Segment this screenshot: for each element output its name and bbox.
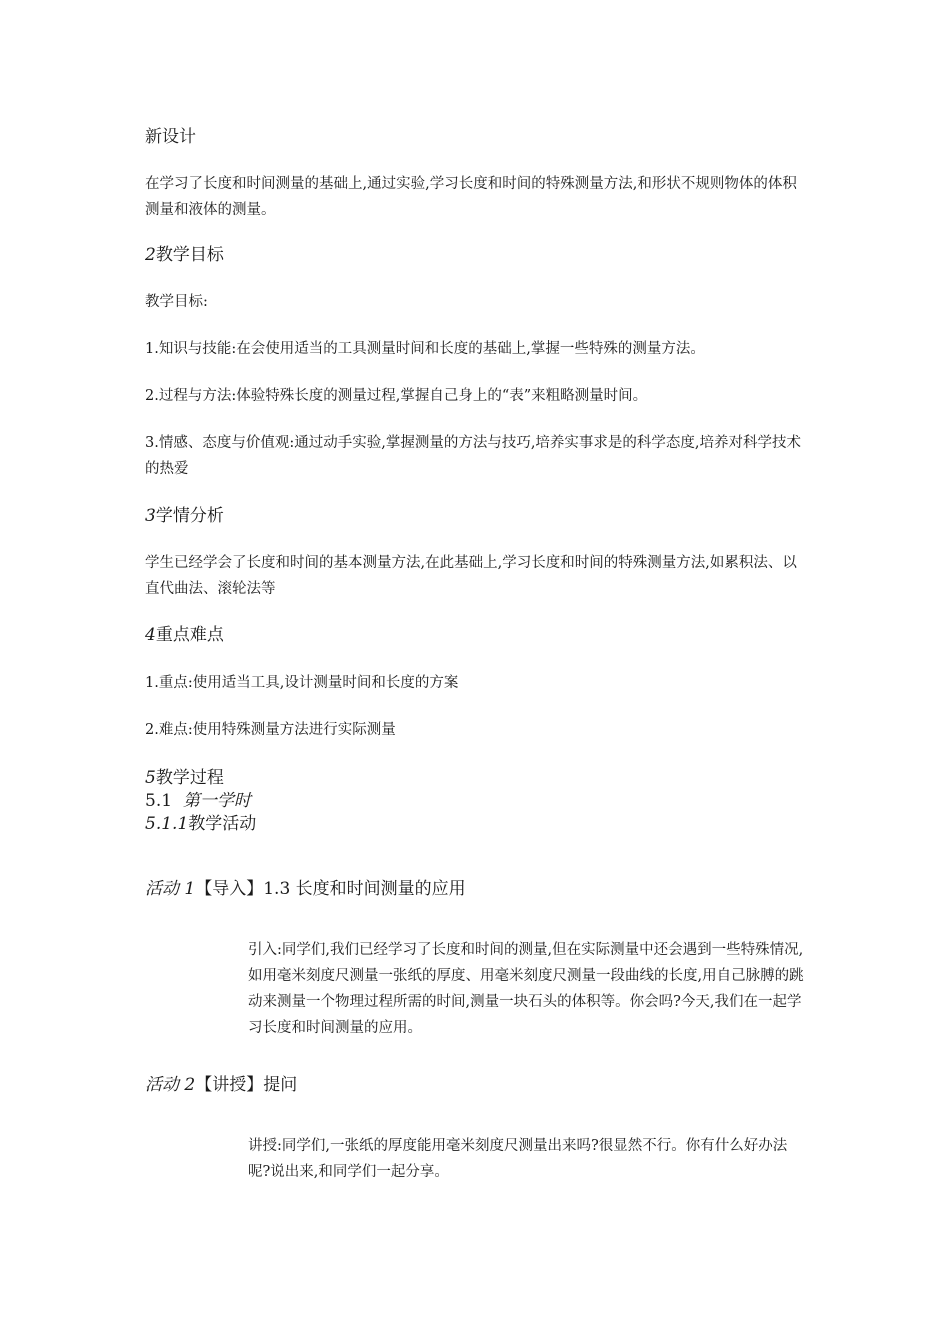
section-heading-process-group <box>145 767 810 836</box>
section-number: 5 <box>145 768 156 788</box>
activity-title: 1.3 长度和时间测量的应用 <box>263 879 466 899</box>
section-heading-objectives <box>145 244 810 266</box>
activity-title: 提问 <box>263 1075 298 1095</box>
section-label: 重点难点 <box>155 625 224 645</box>
activity-label: 活动 1 <box>145 879 196 899</box>
keypoint-item-1: 1.重点:使用适当工具,设计测量时间和长度的方案 <box>145 675 459 691</box>
objective-item-2: 2.过程与方法:体验特殊长度的测量过程,掌握自己身上的“表”来粗略测量时间。 <box>145 388 648 404</box>
objectives-label: 教学目标: <box>145 294 208 310</box>
analysis-paragraph: 学生已经学会了长度和时间的基本测量方法,在此基础上,学习长度和时间的特殊测量方法,如累积法、以直代曲法、滚轮法等 <box>145 555 797 597</box>
objective-item-3: 3.情感、态度与价值观:通过动手实验,掌握测量的方法与技巧,培养实事求是的科学态度,培养对科学技术的热爱 <box>145 435 802 477</box>
activity-tag: 【导入】 <box>195 879 264 899</box>
section-heading-process <box>145 767 810 790</box>
section-label: 学情分析 <box>155 506 224 526</box>
subsection-number: 5.1 <box>145 791 173 811</box>
activity-2-text: 讲授:同学们,一张纸的厚度能用毫米刻度尺测量出来吗?很显然不行。你有什么好办法呢?说出来,和同学们一起分享。 <box>248 1138 788 1180</box>
subsection-heading-activities <box>145 813 810 836</box>
activity-1-heading <box>145 878 810 900</box>
section-label: 教学过程 <box>155 768 224 788</box>
section-number: 3 <box>145 506 156 526</box>
activity-1-text: 引入:同学们,我们已经学习了长度和时间的测量,但在实际测量中还会遇到一些特殊情况,如用毫米刻度尺测量一张纸的厚度、用毫米刻度尺测量一段曲线的长度,用自己脉膊的跳动来测量一个物理过程所需的时间,测量一块石头的体积等。你会吗?今天,我们在一起学习长度和时间测量的应用。 <box>248 942 804 1036</box>
section-number: 4 <box>145 625 156 645</box>
subsection-number: 5.1.1 <box>145 814 189 834</box>
keypoint-item-2: 2.难点:使用特殊测量方法进行实际测量 <box>145 722 396 738</box>
subsection-label: 教学活动 <box>188 814 257 834</box>
intro-paragraph: 在学习了长度和时间测量的基础上,通过实验,学习长度和时间的特殊测量方法,和形状不规则物体的体积测量和液体的测量。 <box>145 176 797 218</box>
section-heading-keypoints <box>145 624 810 646</box>
subsection-heading-lesson1 <box>145 790 810 813</box>
activity-2-heading <box>145 1074 810 1096</box>
objective-item-1: 1.知识与技能:在会使用适当的工具测量时间和长度的基础上,掌握一些特殊的测量方法。 <box>145 341 705 357</box>
activity-label: 活动 2 <box>145 1075 196 1095</box>
section-label: 教学目标 <box>155 245 224 265</box>
section-heading-analysis <box>145 505 810 527</box>
doc-title: 新设计 <box>145 127 196 147</box>
activity-tag: 【讲授】 <box>195 1075 264 1095</box>
section-number: 2 <box>145 245 156 265</box>
subsection-label: 第一学时 <box>182 791 251 811</box>
